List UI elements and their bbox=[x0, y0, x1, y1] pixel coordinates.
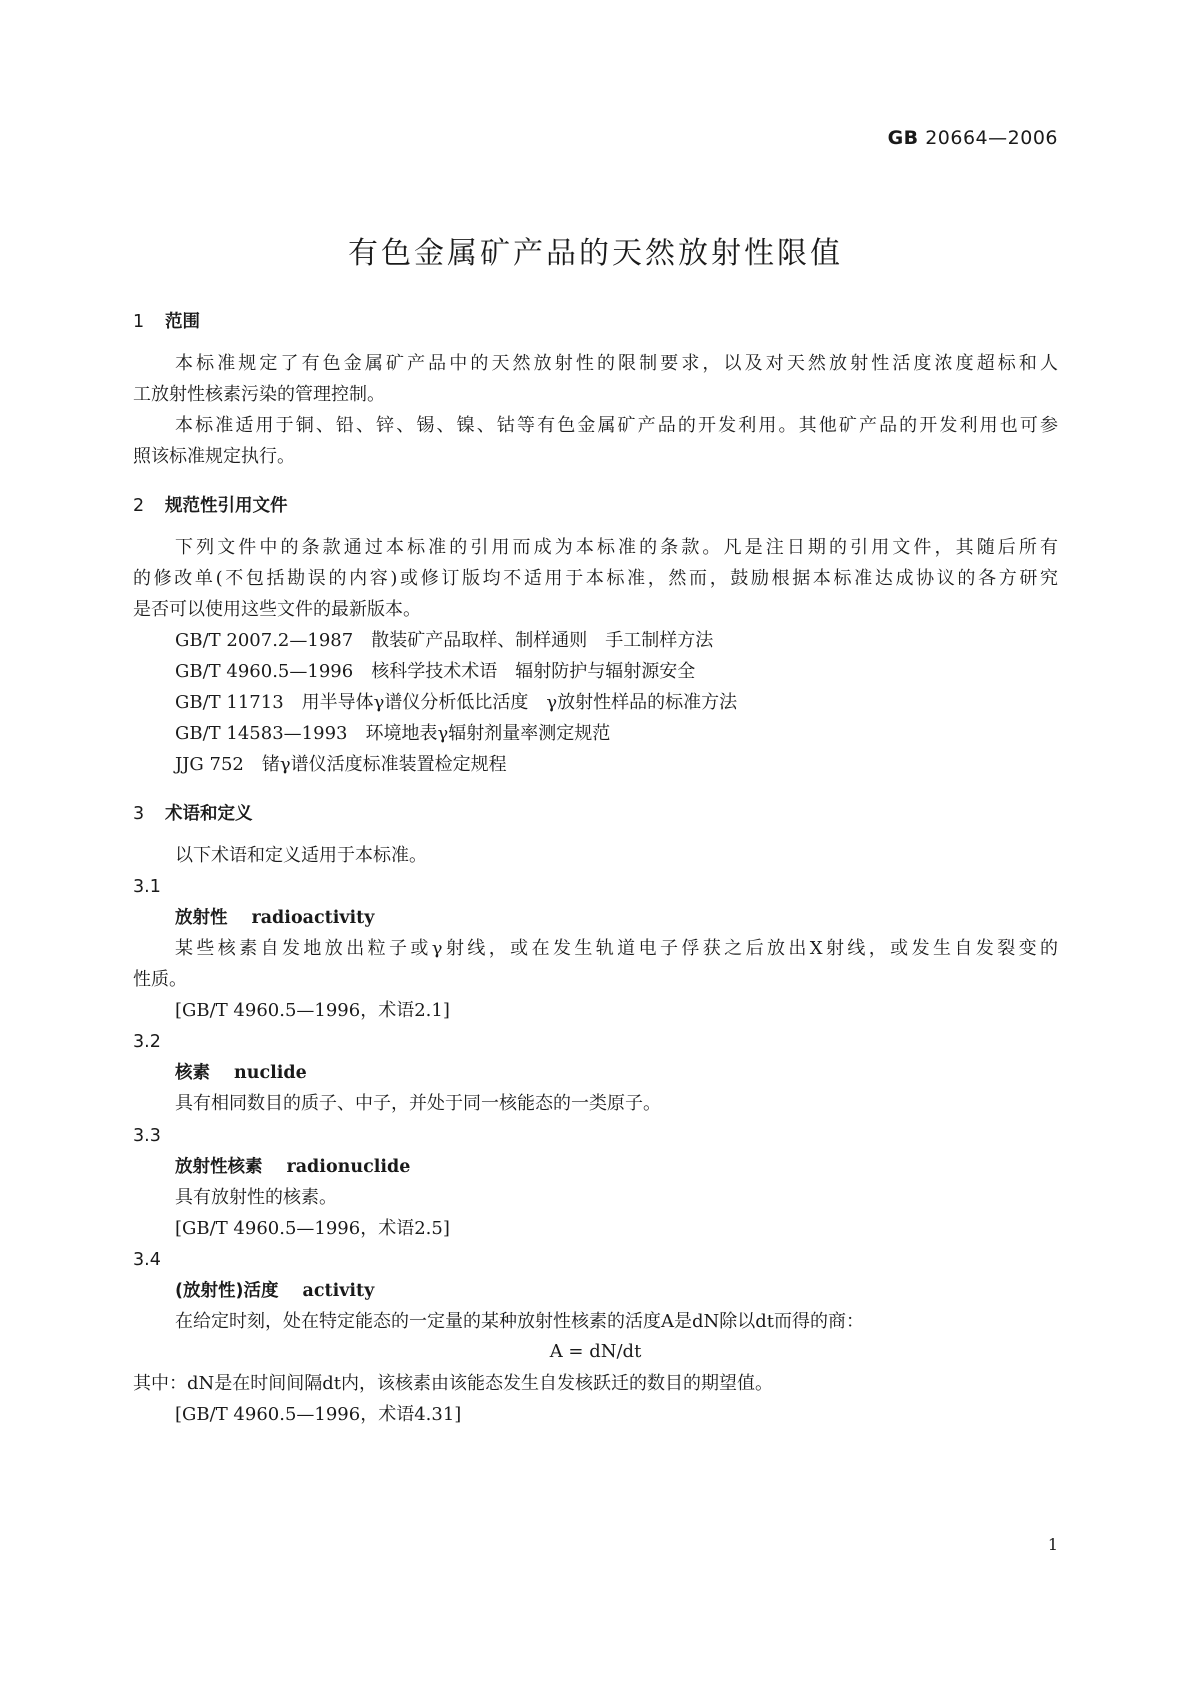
section-3-number: 3 bbox=[133, 804, 145, 824]
reference-title: 用半导体γ谱仪分析低比活度 γ放射性样品的标准方法 bbox=[301, 692, 738, 713]
section-2-number: 2 bbox=[133, 496, 145, 516]
term-heading bbox=[175, 906, 374, 930]
section-3-heading bbox=[133, 802, 253, 826]
section-2-title: 规范性引用文件 bbox=[165, 496, 288, 516]
term-english: activity bbox=[302, 1281, 375, 1301]
reference-item bbox=[175, 629, 713, 653]
page-number: 1 bbox=[1047, 1535, 1058, 1554]
section-1-para-1-line-1: 本标准规定了有色金属矿产品中的天然放射性的限制要求，以及对天然放射性活度浓度超标和人 bbox=[175, 353, 1058, 374]
reference-item bbox=[175, 660, 695, 684]
reference-title: 核科学技术术语 辐射防护与辐射源安全 bbox=[371, 661, 696, 682]
term-heading bbox=[175, 1061, 307, 1085]
term-source: [GB/T 4960.5—1996，术语2.1] bbox=[175, 1000, 450, 1021]
reference-item bbox=[175, 691, 737, 715]
section-2-para-line-2: 的修改单(不包括勘误的内容)或修订版均不适用于本标准，然而，鼓励根据本标准达成协议的各方研究 bbox=[133, 568, 1058, 589]
formula-explanation: 其中：dN是在时间间隔dt内，该核素由该能态发生自发核跃迁的数目的期望值。 bbox=[133, 1373, 774, 1394]
reference-item bbox=[175, 753, 507, 777]
reference-title: 散装矿产品取样、制样通则 手工制样方法 bbox=[371, 630, 714, 651]
term-heading bbox=[175, 1155, 410, 1179]
term-definition-line-1: 具有放射性的核素。 bbox=[175, 1187, 337, 1208]
section-1-para-2-line-1: 本标准适用于铜、铅、锌、锡、镍、钴等有色金属矿产品的开发利用。其他矿产品的开发利用也可参 bbox=[175, 415, 1058, 436]
term-definition-line-1: 具有相同数目的质子、中子，并处于同一核能态的一类原子。 bbox=[175, 1093, 661, 1114]
reference-title: 环境地表γ辐射剂量率测定规范 bbox=[365, 723, 611, 744]
reference-code: JJG 752 bbox=[175, 754, 244, 775]
section-1-heading bbox=[133, 310, 200, 334]
reference-code: GB/T 11713 bbox=[175, 692, 284, 713]
term-chinese: 放射性核素 bbox=[175, 1157, 263, 1177]
term-number: 3.3 bbox=[133, 1126, 161, 1146]
term-english: radionuclide bbox=[286, 1157, 411, 1177]
activity-formula: A = dN/dt bbox=[549, 1341, 642, 1362]
term-chinese: (放射性)活度 bbox=[175, 1281, 279, 1301]
term-number: 3.4 bbox=[133, 1250, 161, 1270]
term-heading bbox=[175, 1279, 374, 1303]
section-2-para-line-3: 是否可以使用这些文件的最新版本。 bbox=[133, 599, 421, 620]
section-1-title: 范围 bbox=[165, 312, 200, 332]
reference-title: 锗γ谱仪活度标准装置检定规程 bbox=[261, 754, 507, 775]
section-2-heading bbox=[133, 494, 288, 518]
term-chinese: 核素 bbox=[175, 1063, 210, 1083]
term-english: radioactivity bbox=[251, 908, 375, 928]
section-2-para-line-1: 下列文件中的条款通过本标准的引用而成为本标准的条款。凡是注日期的引用文件，其随后所有 bbox=[175, 537, 1058, 558]
reference-code: GB/T 2007.2—1987 bbox=[175, 630, 354, 651]
section-1-para-1-line-2: 工放射性核素污染的管理控制。 bbox=[133, 384, 385, 405]
term-source: [GB/T 4960.5—1996，术语4.31] bbox=[175, 1404, 462, 1425]
reference-item bbox=[175, 722, 610, 746]
section-1-number: 1 bbox=[133, 312, 145, 332]
term-number: 3.2 bbox=[133, 1032, 161, 1052]
term-english: nuclide bbox=[234, 1063, 307, 1083]
term-source: [GB/T 4960.5—1996，术语2.5] bbox=[175, 1218, 450, 1239]
term-definition-line-2: 性质。 bbox=[133, 969, 187, 990]
term-definition-line-1: 某些核素自发地放出粒子或γ射线，或在发生轨道电子俘获之后放出X射线，或发生自发裂变的 bbox=[175, 938, 1058, 959]
standard-code: 20664—2006 bbox=[925, 127, 1058, 149]
section-3-title: 术语和定义 bbox=[165, 804, 253, 824]
reference-code: GB/T 4960.5—1996 bbox=[175, 661, 354, 682]
section-1-para-2-line-2: 照该标准规定执行。 bbox=[133, 446, 295, 467]
term-definition-line-1: 在给定时刻，处在特定能态的一定量的某种放射性核素的活度A是dN除以dt而得的商： bbox=[175, 1311, 865, 1332]
section-3-intro: 以下术语和定义适用于本标准。 bbox=[175, 845, 427, 866]
standard-number bbox=[888, 127, 1058, 149]
term-chinese: 放射性 bbox=[175, 908, 228, 928]
document-title: 有色金属矿产品的天然放射性限值 bbox=[348, 236, 843, 271]
term-number: 3.1 bbox=[133, 877, 161, 897]
reference-code: GB/T 14583—1993 bbox=[175, 723, 348, 744]
standard-prefix: GB bbox=[887, 127, 919, 149]
